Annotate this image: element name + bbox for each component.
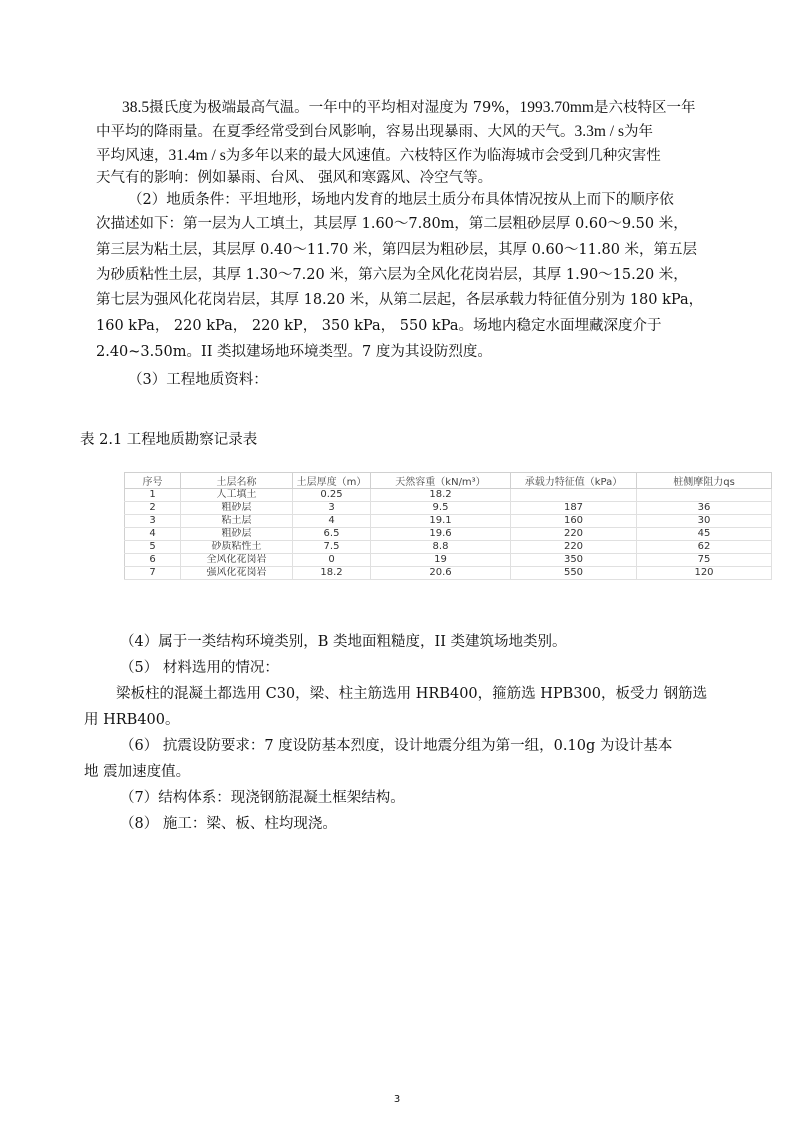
table-cell: 220 xyxy=(511,528,637,541)
avg-wind-value: 3.3m / s xyxy=(574,123,625,140)
table-cell: 砂质粘性土 xyxy=(181,541,293,554)
table-row xyxy=(125,489,772,502)
geology-line-2: 次描述如下：第一层为人工填土，其层厚 1.60～7.80m，第二层粗砂层厚 0.60～9.50 米， xyxy=(96,216,688,232)
table-cell: 4 xyxy=(293,515,371,528)
table-cell: 220 xyxy=(511,541,637,554)
item-6-line-1: （6） 抗震设防要求：7 度设防基本烈度，设计地震分组为第一组，0.10g 为设计基本 xyxy=(120,738,673,754)
item-5-heading: （5） 材料选用的情况： xyxy=(120,660,279,676)
item-5-line-1: 梁板柱的混凝土都选用 C30，梁、柱主筋选用 HRB400，箍筋选 HPB300，板受力 钢筋选 xyxy=(116,686,708,702)
table-cell xyxy=(511,489,637,502)
item-5-line-2: 用 HRB400。 xyxy=(84,712,180,728)
header-index: 序号 xyxy=(125,473,181,489)
table-cell: 18.2 xyxy=(371,489,511,502)
table-cell: 9.5 xyxy=(371,502,511,515)
climate-text-2c: 为年 xyxy=(624,124,654,140)
geology-line-4: 为砂质粘性土层，其厚 1.30～7.20 米，第六层为全风化花岗岩层，其厚 1.90～15.20 米， xyxy=(96,267,688,283)
table-cell: 0 xyxy=(293,554,371,567)
item-6-line-2: 地 震加速度值。 xyxy=(84,764,191,780)
geology-line-5: 第七层为强风化花岗岩层，其厚 18.20 米，从第二层起，各层承载力特征值分别为 180 kPa， xyxy=(96,292,704,308)
climate-text-3c: 为多年以来的最大风速值。六枝特区作为临海城市会受到几种灾害性 xyxy=(225,148,661,164)
header-layer-name: 土层名称 xyxy=(181,473,293,489)
climate-text-1d: 是六枝特区一年 xyxy=(593,100,696,116)
table-cell: 全风化花岗岩 xyxy=(181,554,293,567)
table-cell: 4 xyxy=(125,528,181,541)
climate-text-4: 天气有的影响：例如暴雨、台风、 强风和寒露风、冷空气等。 xyxy=(96,170,493,186)
item-3-heading: （3）工程地质资料： xyxy=(128,372,268,388)
item-4: （4）属于一类结构环境类别，B 类地面粗糙度，II 类建筑场地类别。 xyxy=(120,634,567,650)
header-bearing-capacity: 承载力特征值（kPa） xyxy=(511,473,637,489)
table-cell: 20.6 xyxy=(371,567,511,580)
table-cell: 粗砂层 xyxy=(181,528,293,541)
item-8: （8） 施工：梁、板、柱均现浇。 xyxy=(120,816,337,832)
header-side-friction: 桩侧摩阻力qs xyxy=(637,473,772,489)
climate-text-2: 中平均的降雨量。在夏季经常受到台风影响，容易出现暴雨、大风的天气。 xyxy=(96,124,575,140)
max-wind-value: 31.4m / s xyxy=(168,147,226,164)
table-cell: 3 xyxy=(293,502,371,515)
table-cell: 160 xyxy=(511,515,637,528)
table-cell xyxy=(637,489,772,502)
climate-line-4 xyxy=(96,168,492,188)
geology-line-3: 第三层为粘土层，其层厚 0.40～11.70 米，第四层为粗砂层，其厚 0.60～11.80 米，第五层 xyxy=(96,242,698,258)
table-cell: 18.2 xyxy=(293,567,371,580)
table-cell: 粗砂层 xyxy=(181,502,293,515)
table-cell: 62 xyxy=(637,541,772,554)
climate-text-3a: 平均风速， xyxy=(96,148,169,164)
table-cell: 550 xyxy=(511,567,637,580)
table-row xyxy=(125,554,772,567)
table-cell: 36 xyxy=(637,502,772,515)
table-cell: 1 xyxy=(125,489,181,502)
table-cell: 30 xyxy=(637,515,772,528)
table-cell: 强风化花岗岩 xyxy=(181,567,293,580)
table-cell: 19 xyxy=(371,554,511,567)
table-cell: 0.25 xyxy=(293,489,371,502)
table-row xyxy=(125,541,772,554)
table-cell: 75 xyxy=(637,554,772,567)
table-header-row xyxy=(125,473,772,489)
table-cell: 19.1 xyxy=(371,515,511,528)
table-row xyxy=(125,515,772,528)
header-unit-weight: 天然容重（kN/m³） xyxy=(371,473,511,489)
header-thickness: 土层厚度（m） xyxy=(293,473,371,489)
climate-line-3 xyxy=(96,146,661,166)
table-cell: 6 xyxy=(125,554,181,567)
table-cell: 45 xyxy=(637,528,772,541)
table-cell: 120 xyxy=(637,567,772,580)
table-row xyxy=(125,502,772,515)
table-cell: 5 xyxy=(125,541,181,554)
table-caption: 表 2.1 工程地质勘察记录表 xyxy=(80,432,258,448)
table-cell: 6.5 xyxy=(293,528,371,541)
page-number: 3 xyxy=(393,1094,401,1105)
table-row xyxy=(125,528,772,541)
table-cell: 7.5 xyxy=(293,541,371,554)
table-cell: 人工填土 xyxy=(181,489,293,502)
geology-line-1: （2）地质条件：平坦地形，场地内发育的地层土质分布具体情况按从上而下的顺序依 xyxy=(128,192,674,208)
item-7: （7）结构体系：现浇钢筋混凝土框架结构。 xyxy=(120,790,405,806)
table-cell: 7 xyxy=(125,567,181,580)
climate-line-1 xyxy=(122,98,695,118)
table-cell: 350 xyxy=(511,554,637,567)
table-cell: 8.8 xyxy=(371,541,511,554)
climate-line-2 xyxy=(96,122,653,142)
table-cell: 3 xyxy=(125,515,181,528)
max-temp-value: 38.5 xyxy=(122,99,150,116)
table-cell: 187 xyxy=(511,502,637,515)
rainfall-value: 1993.70mm xyxy=(519,99,594,116)
geology-line-7: 2.40~3.50m。II 类拟建场地环境类型。7 度为其设防烈度。 xyxy=(96,344,492,360)
table-cell: 2 xyxy=(125,502,181,515)
climate-text-1b: 摄氏度为极端最高气温。一年中的平均相对湿度为 79%， xyxy=(149,100,520,116)
table-cell: 粘土层 xyxy=(181,515,293,528)
geology-table xyxy=(124,472,772,580)
geology-line-6: 160 kPa， 220 kPa， 220 kP， 350 kPa， 550 kPa。场地内稳定水面埋藏深度介于 xyxy=(96,318,662,334)
table-row xyxy=(125,567,772,580)
table-cell: 19.6 xyxy=(371,528,511,541)
